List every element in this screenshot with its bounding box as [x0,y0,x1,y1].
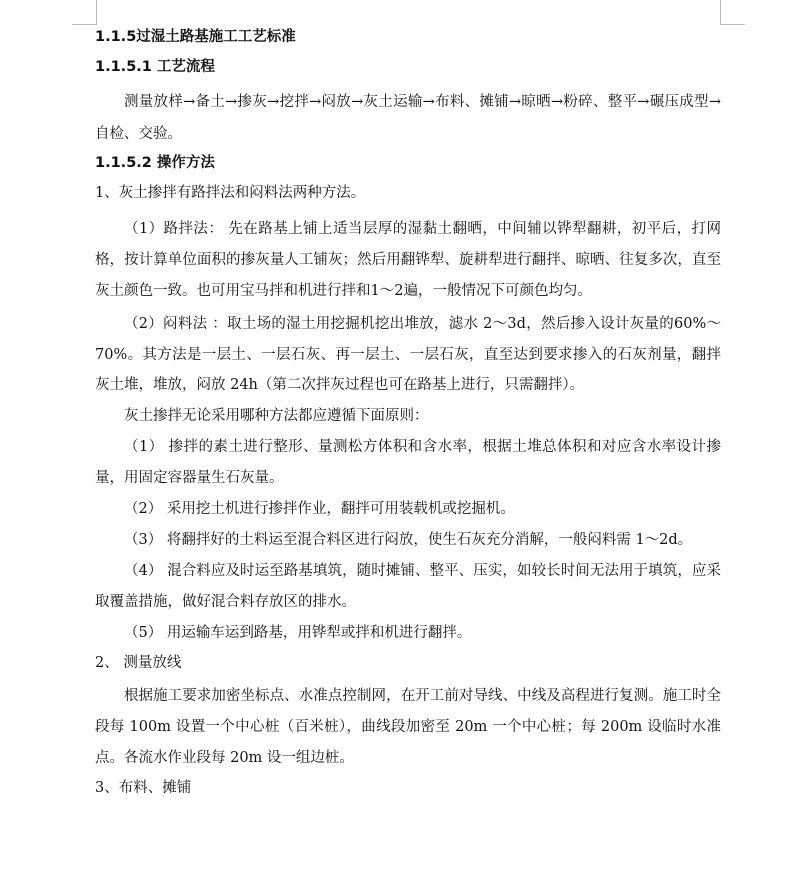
page-corner-mark-right [720,0,745,25]
item-2-text: 2、 测量放线 [95,654,182,671]
page-corner-mark-left [72,0,97,25]
section-heading-process: 1.1.5.1 工艺流程 [95,59,215,75]
document-page [95,24,721,802]
principle-item: （4） 混合料应及时运至路基填筑，随时摊铺、整平、压实，如较长时间无法用于填筑，应采取覆盖措施，做好混合料存放区的排水。 [95,562,721,610]
section-heading-1-1-5: 1.1.5过湿土路基施工工艺标准 [95,29,296,45]
principle-item: （2） 采用挖土机进行掺拌作业，翻拌可用装载机或挖掘机。 [124,500,515,517]
stuffy-mix-paragraph: （2）闷料法 ：取土场的湿土用挖掘机挖出堆放，滤水 2～3d，然后掺入设计灰量的60%～70%。其方法是一层土、一层石灰、再一层土、一层石灰，直至达到要求掺入的石灰剂量，翻拌灰土堆，堆放，闷放 24h（第二次拌灰过程也可在路基上进行，只需翻拌）。 [95,316,721,393]
item-1-text: 1、灰土掺拌有路拌法和闷料法两种方法。 [95,185,366,201]
principle-intro: 灰土掺拌无论采用哪种方法都应遵循下面原则： [124,407,429,424]
principle-item: （1） 掺拌的素土进行整形、量测松方体积和含水率，根据土堆总体积和对应含水率设计掺量，用固定容器量生石灰量。 [95,438,721,486]
principle-item: （5） 用运输车运到路基，用铧犁或拌和机进行翻拌。 [124,624,472,641]
road-mix-paragraph: （1）路拌法： 先在路基上铺上适当层厚的湿黏土翻晒，中间辅以铧犁翻耕，初平后，打网格，按计算单位面积的掺灰量人工铺灰；然后用翻铧犁、旋耕犁进行翻拌、晾晒、往复多次，直至灰土颜色一致。也可用宝马拌和机进行拌和1～2遍，一般情况下可颜色均匀。 [95,221,721,299]
survey-paragraph: 根据施工要求加密坐标点、水准点控制网，在开工前对导线、中线及高程进行复测。施工时全段每 100m 设置一个中心桩（百米桩），曲线段加密至 20m 一个中心桩；每 200m 设临时水准点。各流水作业段每 20m 设一组边桩。 [95,687,721,766]
process-paragraph: 测量放样→备土→掺灰→挖拌→闷放→灰土运输→布料、摊铺→晾晒→粉碎、整平→碾压成型→自检、交验。 [95,94,721,142]
principle-item: （3） 将翻拌好的土料运至混合料区进行闷放，使生石灰充分消解，一般闷料需 1～2d。 [124,531,693,548]
section-heading-method: 1.1.5.2 操作方法 [95,155,215,171]
item-3-text: 3、布料、摊铺 [95,779,192,796]
